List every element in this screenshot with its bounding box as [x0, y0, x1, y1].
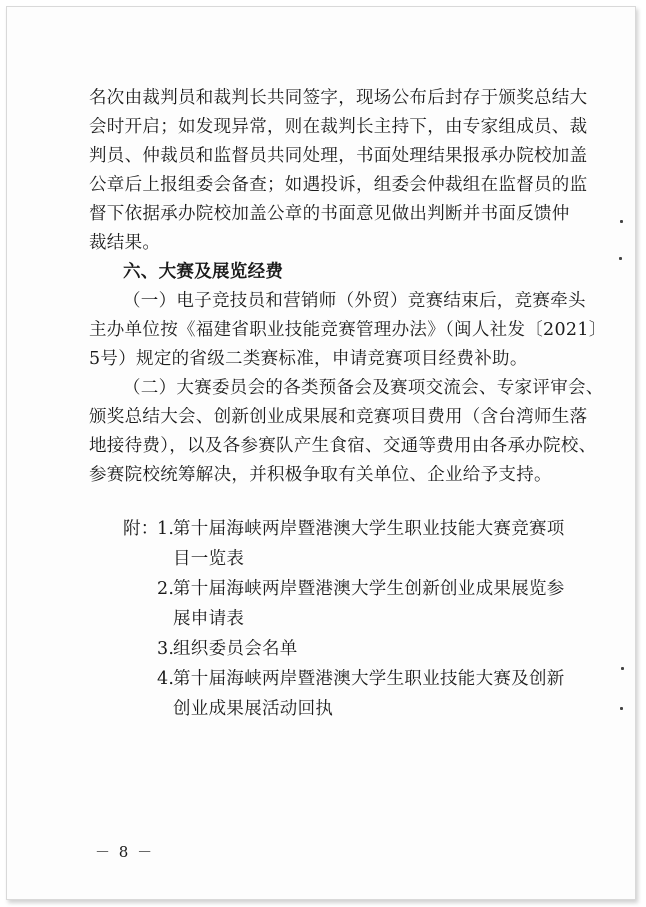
paragraph-1-line-1: 名次由裁判员和裁判长共同签字，现场公布后封存于颁奖总结大	[89, 88, 588, 108]
paragraph-1-line-3: 判员、仲裁员和监督员共同处理，书面处理结果报承办院校加盖	[89, 146, 588, 166]
paragraph-1-line-5: 督下依据承办院校加盖公章的书面意见做出判断并书面反馈仲	[89, 204, 570, 224]
paragraph-2-line-3: 5号）规定的省级二类赛标准，申请竞赛项目经费补助。	[89, 349, 528, 369]
document-page	[6, 6, 636, 900]
paragraph-3-line-4: 参赛院校统筹解决，并积极争取有关单位、企业给予支持。	[89, 465, 552, 485]
paragraph-3-line-2: 颁奖总结大会、创新创业成果展和竞赛项目费用（含台湾师生落	[89, 407, 588, 427]
attachment-2-line-2: 展申请表	[173, 609, 245, 629]
scan-speck	[619, 257, 622, 260]
attachment-4-line-2: 创业成果展活动回执	[173, 699, 334, 719]
attachment-3-line-1: 组织委员会名单	[173, 639, 298, 659]
paragraph-2-line-2: 主办单位按《福建省职业技能竞赛管理办法》（闽人社发〔2021〕	[89, 320, 607, 340]
scan-speck	[620, 220, 623, 223]
attachment-1-line-1: 第十届海峡两岸暨港澳大学生职业技能大赛竞赛项	[173, 519, 565, 539]
attachment-1-line-2: 目一览表	[173, 549, 245, 569]
paragraph-1-line-4: 公章后上报组委会备查；如遇投诉，组委会仲裁组在监督员的监	[89, 175, 588, 195]
attachments-label: 附：	[123, 519, 159, 539]
page-number: － 8 －	[95, 843, 155, 861]
paragraph-1-line-2: 会时开启；如发现异常，则在裁判长主持下，由专家组成员、裁	[89, 117, 588, 137]
paragraph-2-line-1: （一）电子竞技员和营销师（外贸）竞赛结束后，竞赛牵头	[123, 291, 586, 311]
section-heading: 六、大赛及展览经费	[123, 262, 284, 282]
scan-speck	[620, 707, 623, 710]
attachment-4-line-1: 第十届海峡两岸暨港澳大学生职业技能大赛及创新	[173, 669, 565, 689]
paragraph-3-line-1: （二）大赛委员会的各类预备会及赛项交流会、专家评审会、	[123, 378, 604, 398]
attachment-1-number: 1.	[157, 519, 175, 539]
paragraph-1-line-6: 裁结果。	[89, 233, 161, 253]
scan-speck	[621, 667, 624, 670]
attachment-2-number: 2.	[157, 579, 175, 599]
attachment-2-line-1: 第十届海峡两岸暨港澳大学生创新创业成果展览参	[173, 579, 565, 599]
attachment-4-number: 4.	[157, 669, 175, 689]
attachment-3-number: 3.	[157, 639, 175, 659]
paragraph-3-line-3: 地接待费），以及各参赛队产生食宿、交通等费用由各承办院校、	[89, 436, 597, 456]
